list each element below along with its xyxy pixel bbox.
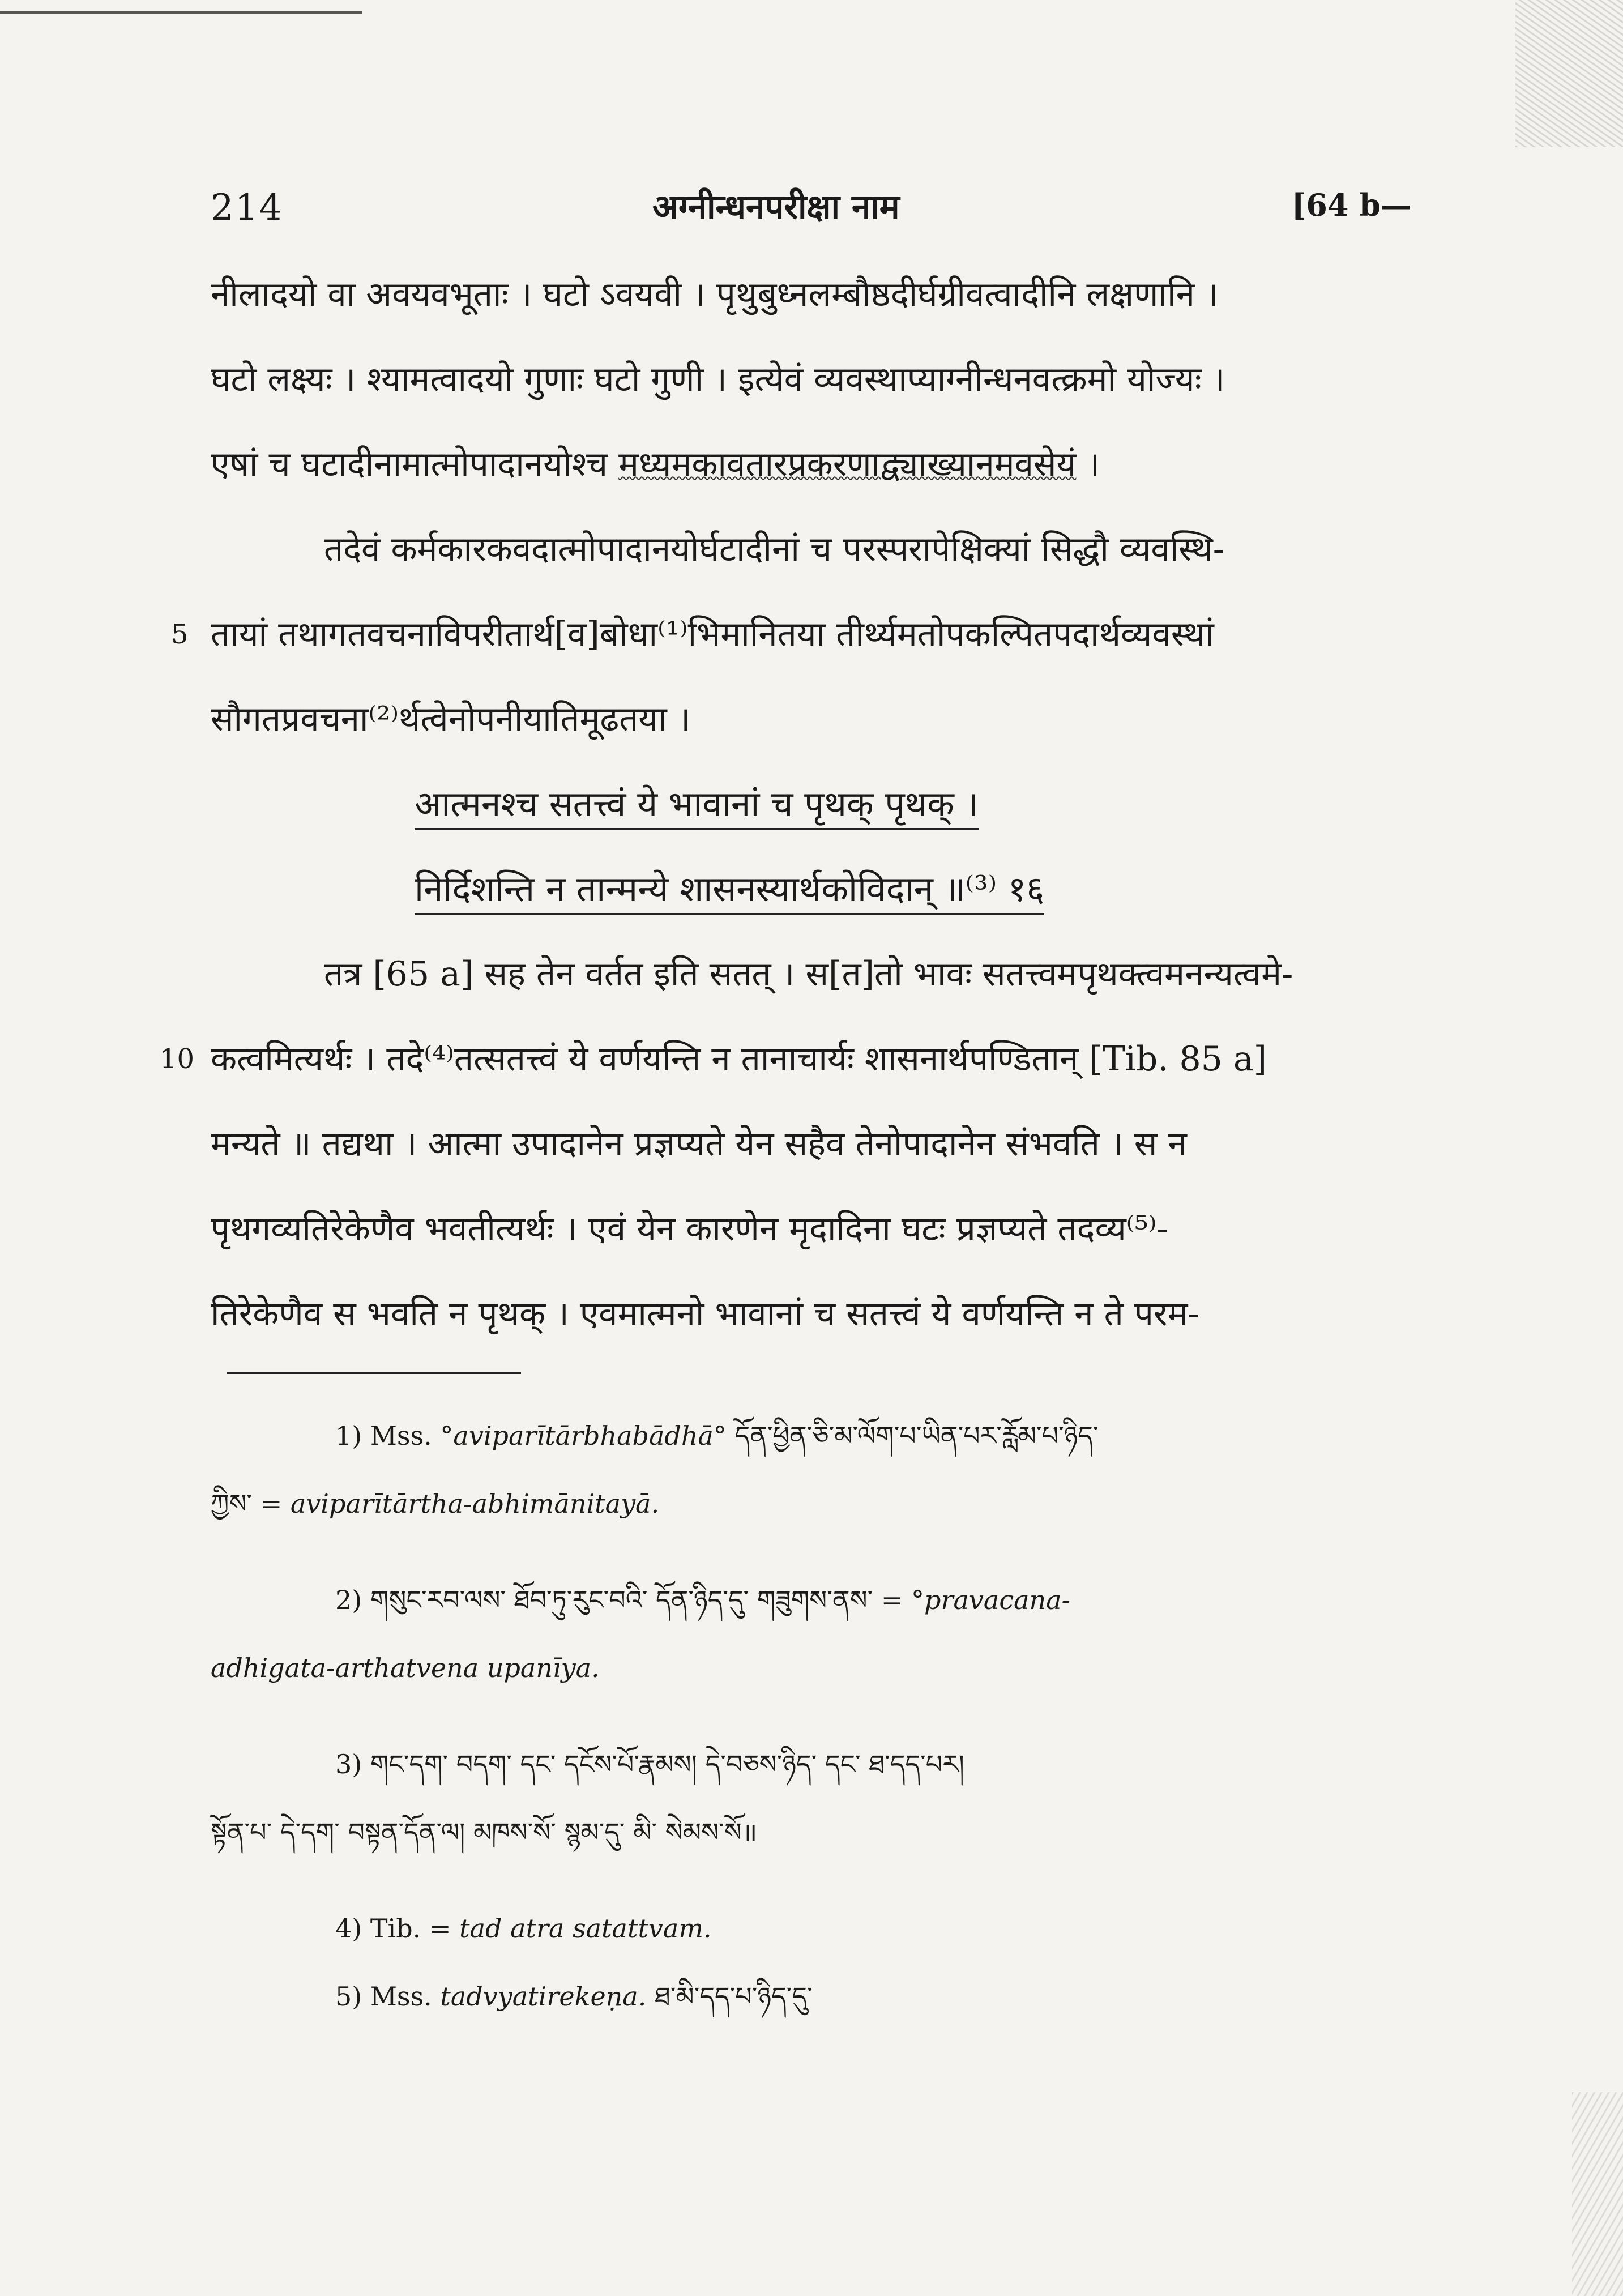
page-number: 214	[211, 187, 284, 229]
main-text	[160, 266, 1440, 1371]
text-line: 10 कत्वमित्यर्थः । तदे⁽⁴⁾तत्सतत्त्वं ये वर्णयन्ति न तानाचार्यः शासनार्थपण्डितान् [Tib. 85 a]	[211, 1031, 1440, 1116]
running-header	[211, 187, 1411, 249]
scan-edge-noise	[1515, 0, 1623, 147]
verse-line-1: आत्मनश्च सतत्त्वं ये भावानां च पृथक् पृथक् ।	[211, 776, 1440, 861]
footnote-3: 3) གང་དག་ བདག་ དང་ དངོས་པོ་རྣམས། དེ་བཅས་ཉིད་ དང་ ཐ་དད་པར།	[335, 1749, 965, 1779]
text-line: नीलादयो वा अवयवभूताः । घटो ऽवयवी । पृथुबुध्नलम्बौष्ठदीर्घग्रीवत्वादीनि लक्षणानि ।	[211, 275, 1219, 314]
text-line: पृथगव्यतिरेकेणैव भवतीत्यर्थः । एवं येन कारणेन मृदादिना घटः प्रज्ञप्यते तदव्य⁽⁵⁾-	[211, 1209, 1168, 1249]
folio-reference: [64 b—	[1291, 187, 1411, 223]
text-line: 5 तायां तथागतवचनाविपरीतार्थ[व]बोधा⁽¹⁾भिमानितया तीर्थ्यमतोपकल्पितपदार्थव्यवस्थां	[211, 606, 1440, 691]
footnote-2: 2) གསུང་རབ་ལས་ ཐོབ་ཏུ་རུང་བའི་ དོན་ཉིད་དུ་ གཟུགས་ནས་ = °pravacana-	[335, 1585, 1071, 1615]
line-number: 5	[171, 618, 189, 650]
footnotes	[211, 1405, 1440, 2033]
footnote-4: 4) Tib. = tad atra satattvam.	[335, 1913, 712, 1944]
footnote-2-cont: adhigata-arthatvena upanīya.	[211, 1653, 600, 1683]
text-line: तत्र [65 a] सह तेन वर्तत इति सतत् । स[त]तो भावः सतत्त्वमपृथक्त्वमनन्यत्वमे-	[324, 954, 1293, 994]
text-line: मन्यते ॥ तद्यथा । आत्मा उपादानेन प्रज्ञप्यते येन सहैव तेनोपादानेन संभवति । स न	[211, 1124, 1187, 1164]
footnote-separator	[227, 1372, 521, 1374]
text-line: सौगतप्रवचना⁽²⁾र्थत्वेनोपनीयातिमूढतया ।	[211, 699, 691, 739]
wavy-underlined-title: मध्यमकावतारप्रकरणाद्व्याख्यानमवसेयं	[618, 445, 1077, 484]
verse-line-2: निर्दिशन्ति न तान्मन्ये शासनस्यार्थकोविदान् ॥⁽³⁾ १६	[211, 861, 1440, 946]
footnote-5: 5) Mss. tadvyatirekeṇa. ཐ་མི་དད་པ་ཉིད་དུ་	[335, 1981, 813, 2012]
scan-edge-noise-bottom	[1572, 2092, 1623, 2296]
text-line: तदेवं कर्मकारकवदात्मोपादानयोर्घटादीनां च परस्परापेक्षिक्यां सिद्धौ व्यवस्थि-	[324, 530, 1225, 569]
running-title: अग्नीन्धनपरीक्षा नाम	[652, 187, 900, 227]
line-number: 10	[160, 1043, 195, 1075]
footnote-1-cont: ཀྱིས་ = aviparītārtha-abhimānitayā.	[211, 1488, 660, 1519]
footnote-1: 1) Mss. °aviparītārbhabādhā° དོན་ཕྱིན་ཅི་མ་ལོག་པ་ཡིན་པར་རློམ་པ་ཉིད་	[335, 1420, 1099, 1451]
text-line: घटो लक्ष्यः । श्यामत्वादयो गुणाः घटो गुणी । इत्येवं व्यवस्थाप्याग्नीन्धनवत्क्रमो योज्यः ।	[211, 360, 1225, 399]
text-line: एषां च घटादीनामात्मोपादानयोश्च मध्यमकावतारप्रकरणाद्व्याख्यानमवसेयं ।	[211, 445, 1100, 484]
scan-top-rule	[0, 11, 362, 14]
text-line: तिरेकेणैव स भवति न पृथक् । एवमात्मनो भावानां च सतत्त्वं ये वर्णयन्ति न ते परम-	[211, 1294, 1199, 1334]
footnote-3-cont: སྟོན་པ་ དེ་དག་ བསྟན་དོན་ལ། མཁས་སོ་ སྙམ་དུ་ མི་ སེམས་སོ॥	[211, 1817, 758, 1847]
